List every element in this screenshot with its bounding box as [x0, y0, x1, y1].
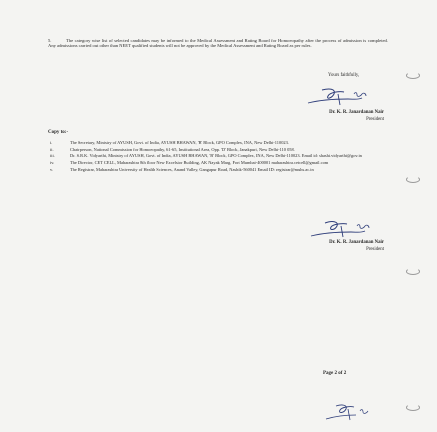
punch-hole-mark	[406, 72, 420, 79]
copy-to-list	[48, 140, 388, 174]
signatory-name-2: Dr. K. R. Janardanan Nair	[329, 240, 384, 245]
page-number-prefix: Page	[323, 371, 335, 376]
page-number-total: 2	[343, 371, 347, 376]
list-item-text: The Registrar, Maharashtra University of Health Sciences, Anand Valley, Gangapur Road, Nashik-560041 Email ID: registrar@muhs.ac.in	[70, 166, 314, 172]
list-item	[48, 167, 388, 172]
handwritten-initials	[322, 402, 382, 424]
list-item-number: iv.	[50, 160, 55, 166]
punch-hole-mark	[406, 176, 420, 183]
signatory-title-2: President	[366, 247, 384, 252]
punch-hole-mark	[406, 404, 420, 411]
list-item	[48, 140, 388, 145]
list-item-number: i.	[50, 140, 53, 145]
page-number-middle: of	[337, 371, 344, 376]
closing-salutation: Yours faithfully,	[328, 73, 360, 78]
list-item-number: ii.	[50, 146, 54, 152]
page-number	[323, 371, 346, 376]
paragraph-text: The category wise list of selected candidates may be informed to the Medical Assessment and Rating Board for Homoeopathy after the process of admission is completed. Any admissions carried out other than NEET qualified students will not be approved by the Medical Assessment and Rating Board as per rules.	[48, 38, 388, 49]
handwritten-signature-1	[300, 86, 380, 108]
list-item-number: v.	[50, 166, 54, 172]
list-item-text: Chairperson, National Commission for Homoeopathy, 61-65, Institutional Area, Opp. 'D' Block, Janakpuri, New Delhi-110 058.	[70, 146, 295, 152]
copy-to-label: Copy to:-	[48, 130, 69, 135]
signatory-name-1: Dr. K. R. Janardanan Nair	[329, 110, 384, 115]
list-item	[48, 160, 388, 165]
list-item-text: The Director, CET CELL, Maharashtra 8th floor New Excelsior Building, AK Nayak Marg, Fort Mumbai-400001 maharashtra.cetcell@gmail.com	[70, 160, 329, 166]
handwritten-signature-2	[305, 218, 385, 240]
list-item	[48, 147, 388, 152]
list-item-number: iii.	[50, 153, 55, 159]
punch-hole-mark	[406, 268, 420, 275]
list-item	[48, 153, 388, 158]
paragraph-5	[48, 38, 388, 49]
page-number-current: 2	[334, 371, 338, 376]
list-item-text: The Secretary, Ministry of AYUSH, Govt. of India, AYUSH BHAWAN, 'B' Block, GPO Complex, INA, New Delhi-110023.	[70, 140, 289, 145]
signatory-title-1: President	[366, 117, 384, 122]
paragraph-number: 5.	[48, 38, 52, 43]
list-item-text: Dr. S.R.K. Vidyarthi, Ministry of AYUSH, Govt. of India, AYUSH BHAWAN, 'B' Block, GPO Complex, INA, New Delhi-110023. Email id: shashi.vidyarthi@gov.in	[70, 153, 362, 159]
